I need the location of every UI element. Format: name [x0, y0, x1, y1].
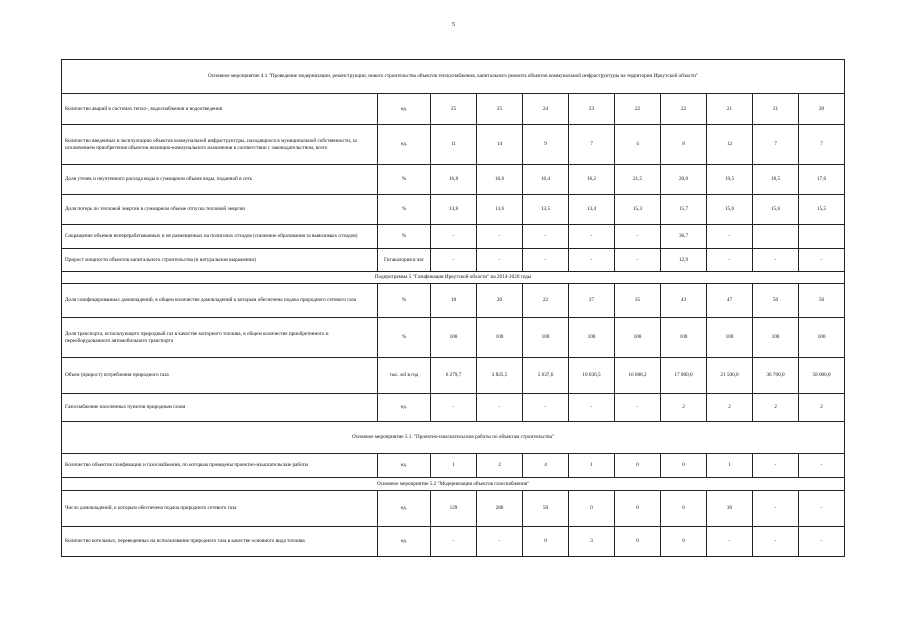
indicator-name: Газоснабжение населенных пунктов природным газом — [62, 394, 378, 422]
unit-cell: тыс. м3 в год — [378, 358, 431, 394]
value-cell: 129 — [431, 491, 477, 527]
value-cell: 12 — [707, 125, 753, 165]
value-cell: 15,5 — [799, 195, 845, 225]
value-cell: 100 — [707, 318, 753, 358]
value-cell: - — [523, 394, 569, 422]
section-row — [62, 60, 845, 94]
value-cell: - — [707, 527, 753, 557]
indicator-name: Количество объектов газификации и газоснабжения, по которым проведены проектно-изыскательские работы — [62, 454, 378, 478]
value-cell: 2 — [799, 394, 845, 422]
value-cell: - — [477, 225, 523, 249]
unit-cell: ед. — [378, 94, 431, 125]
table-row — [62, 94, 845, 125]
value-cell: 17 000,0 — [661, 358, 707, 394]
value-cell: 15,7 — [661, 195, 707, 225]
value-cell: 20 — [799, 94, 845, 125]
value-cell: 100 — [661, 318, 707, 358]
value-cell: 18 — [431, 284, 477, 318]
value-cell: - — [799, 454, 845, 478]
value-cell: 0 — [615, 491, 661, 527]
indicator-name: Сокращение объемов неперерабатываемых и не размещенных на полигонах отходов (снижение образования за вывозимых отходов) — [62, 225, 378, 249]
value-cell: - — [753, 491, 799, 527]
section-row — [62, 422, 845, 454]
table-row — [62, 527, 845, 557]
table-row — [62, 225, 845, 249]
value-cell: 9 — [523, 125, 569, 165]
value-cell: 22 — [661, 94, 707, 125]
value-cell: 100 — [615, 318, 661, 358]
value-cell: 30 — [707, 491, 753, 527]
unit-cell: ед. — [378, 454, 431, 478]
value-cell: 100 — [799, 318, 845, 358]
section-title: Основное мероприятие 5.2 "Модернизация объектов газоснабжения" — [62, 478, 845, 491]
value-cell: 21 — [707, 94, 753, 125]
unit-cell: ед. — [378, 394, 431, 422]
value-cell: - — [569, 249, 615, 272]
value-cell: 58 000,0 — [799, 358, 845, 394]
section-row — [62, 272, 845, 284]
indicator-name: Число домовладений, к которым обеспечена подача природного сетевого газа — [62, 491, 378, 527]
table-row — [62, 125, 845, 165]
value-cell: 2 — [477, 454, 523, 478]
value-cell: 21 — [753, 94, 799, 125]
value-cell: 21 500,0 — [707, 358, 753, 394]
value-cell: 7 — [569, 125, 615, 165]
section-row — [62, 478, 845, 491]
page-number: 5 — [452, 22, 455, 28]
value-cell: - — [477, 527, 523, 557]
value-cell: - — [523, 249, 569, 272]
value-cell: 0 — [569, 491, 615, 527]
value-cell: 280 — [477, 491, 523, 527]
value-cell: 2 — [753, 394, 799, 422]
value-cell: 1 — [707, 454, 753, 478]
value-cell: 22 — [615, 94, 661, 125]
indicator-name: Доля газифицированных домовладений, в общем количестве домовладений к которым обеспечена подача природного сетевого газа — [62, 284, 378, 318]
unit-cell: % — [378, 284, 431, 318]
value-cell: 0 — [661, 491, 707, 527]
table-row — [62, 358, 845, 394]
value-cell: 6 279,7 — [431, 358, 477, 394]
value-cell: 10 036,5 — [569, 358, 615, 394]
indicator-name: Объем (прирост) потребления природного газа — [62, 358, 378, 394]
value-cell: 16,8 — [431, 165, 477, 195]
unit-cell: % — [378, 165, 431, 195]
value-cell: - — [431, 394, 477, 422]
table-row — [62, 195, 845, 225]
unit-cell: ед. — [378, 125, 431, 165]
value-cell: 1 — [431, 454, 477, 478]
value-cell: 16,6 — [477, 165, 523, 195]
value-cell: 100 — [523, 318, 569, 358]
value-cell: 35 — [615, 284, 661, 318]
value-cell: 13,8 — [431, 195, 477, 225]
value-cell: 5 637,6 — [523, 358, 569, 394]
value-cell: - — [477, 249, 523, 272]
table-row — [62, 454, 845, 478]
value-cell: - — [615, 394, 661, 422]
value-cell: - — [615, 225, 661, 249]
value-cell: 3 825,5 — [477, 358, 523, 394]
value-cell: 100 — [753, 318, 799, 358]
unit-cell: ед. — [378, 491, 431, 527]
value-cell: - — [477, 394, 523, 422]
value-cell: 36,7 — [661, 225, 707, 249]
value-cell: 0 — [661, 454, 707, 478]
unit-cell: % — [378, 318, 431, 358]
value-cell: 100 — [431, 318, 477, 358]
value-cell: 19,5 — [707, 165, 753, 195]
table-row — [62, 165, 845, 195]
value-cell: 24 — [523, 94, 569, 125]
value-cell: 16,4 — [523, 165, 569, 195]
indicators-table — [61, 59, 845, 557]
section-title: Подпрограмма 5 "Газификация Иркутской области" на 2014-2020 годы — [62, 272, 845, 284]
unit-cell: % — [378, 225, 431, 249]
value-cell: 4 — [523, 454, 569, 478]
value-cell: 2 — [707, 394, 753, 422]
value-cell: - — [569, 394, 615, 422]
value-cell: - — [523, 225, 569, 249]
section-title: Основное мероприятие 4.1 "Проведение модернизации, реконструкции, нового строительства объектов теплоснабжения, капитального ремонта объектов коммунальной инфраструктуры на территории Иркутской области" — [62, 60, 845, 94]
value-cell — [753, 225, 799, 249]
section-title: Основное мероприятие 5.1. "Проектно-изыскательские работы по объектам строительства" — [62, 422, 845, 454]
indicator-name: Доля утечек и неучтенного расхода воды в суммарном объеме воды, поданной в сеть — [62, 165, 378, 195]
value-cell: - — [569, 225, 615, 249]
value-cell: 18,5 — [753, 165, 799, 195]
value-cell: 0 — [523, 527, 569, 557]
value-cell: - — [431, 527, 477, 557]
indicator-name: Доля транспорта, использующего природный газ в качестве моторного топлива, в общем количестве приобретенного и переоборудованного автомобильного транспорта — [62, 318, 378, 358]
table-row — [62, 284, 845, 318]
value-cell: - — [753, 527, 799, 557]
value-cell: 15,6 — [707, 195, 753, 225]
value-cell: 11 — [431, 125, 477, 165]
value-cell: 13,5 — [523, 195, 569, 225]
value-cell: 12,9 — [661, 249, 707, 272]
value-cell: 20,0 — [661, 165, 707, 195]
value-cell: - — [707, 225, 753, 249]
value-cell: 36 700,0 — [753, 358, 799, 394]
value-cell: 25 — [477, 94, 523, 125]
value-cell: - — [615, 249, 661, 272]
value-cell: 3 — [569, 527, 615, 557]
value-cell: 7 — [753, 125, 799, 165]
value-cell: 50 — [799, 284, 845, 318]
table-row — [62, 249, 845, 272]
value-cell: 15,3 — [615, 195, 661, 225]
value-cell: - — [707, 249, 753, 272]
value-cell: - — [431, 225, 477, 249]
value-cell: - — [799, 491, 845, 527]
unit-cell: % — [378, 195, 431, 225]
indicator-name: Прирост мощности объектов капитального строительства (в натуральном выражении) — [62, 249, 378, 272]
value-cell: 23 — [569, 94, 615, 125]
indicator-name: Количество аварий в системах тепло-, водоснабжения и водоотведения — [62, 94, 378, 125]
table-row — [62, 491, 845, 527]
value-cell: 100 — [477, 318, 523, 358]
value-cell: 47 — [707, 284, 753, 318]
value-cell: 1 — [569, 454, 615, 478]
value-cell: 15,6 — [753, 195, 799, 225]
value-cell: 27 — [569, 284, 615, 318]
value-cell: 16 688,2 — [615, 358, 661, 394]
value-cell: - — [799, 249, 845, 272]
value-cell: 0 — [615, 527, 661, 557]
value-cell: - — [753, 454, 799, 478]
value-cell: 4 — [615, 125, 661, 165]
value-cell: 2 — [661, 394, 707, 422]
table-row — [62, 394, 845, 422]
value-cell: - — [431, 249, 477, 272]
value-cell: - — [799, 527, 845, 557]
value-cell: 50 — [753, 284, 799, 318]
indicator-name: Доля потерь по тепловой энергии в суммарном объеме отпуска тепловой энергии — [62, 195, 378, 225]
value-cell — [799, 225, 845, 249]
value-cell: 20 — [477, 284, 523, 318]
table-row — [62, 318, 845, 358]
value-cell: 21,5 — [615, 165, 661, 195]
value-cell: 22 — [523, 284, 569, 318]
unit-cell: Гигакалория в час — [378, 249, 431, 272]
value-cell: 0 — [615, 454, 661, 478]
value-cell: - — [753, 249, 799, 272]
value-cell: 7 — [799, 125, 845, 165]
value-cell: 100 — [569, 318, 615, 358]
value-cell: 0 — [661, 527, 707, 557]
value-cell: 50 — [523, 491, 569, 527]
value-cell: 25 — [431, 94, 477, 125]
value-cell: 14 — [477, 125, 523, 165]
value-cell: 13,6 — [477, 195, 523, 225]
value-cell: 16,2 — [569, 165, 615, 195]
value-cell: 17,6 — [799, 165, 845, 195]
unit-cell: ед. — [378, 527, 431, 557]
value-cell: 43 — [661, 284, 707, 318]
value-cell: 13,4 — [569, 195, 615, 225]
value-cell: 8 — [661, 125, 707, 165]
indicator-name: Количество котельных, переведенных на использование природного газа в качестве основного вида топлива — [62, 527, 378, 557]
indicator-name: Количество введенных в эксплуатацию объектов коммунальной инфраструктуры, находящихся в муниципальной собственности, за исключением приобретения объектов жилищно-коммунального назначения в соответствии с законодательством, всего — [62, 125, 378, 165]
